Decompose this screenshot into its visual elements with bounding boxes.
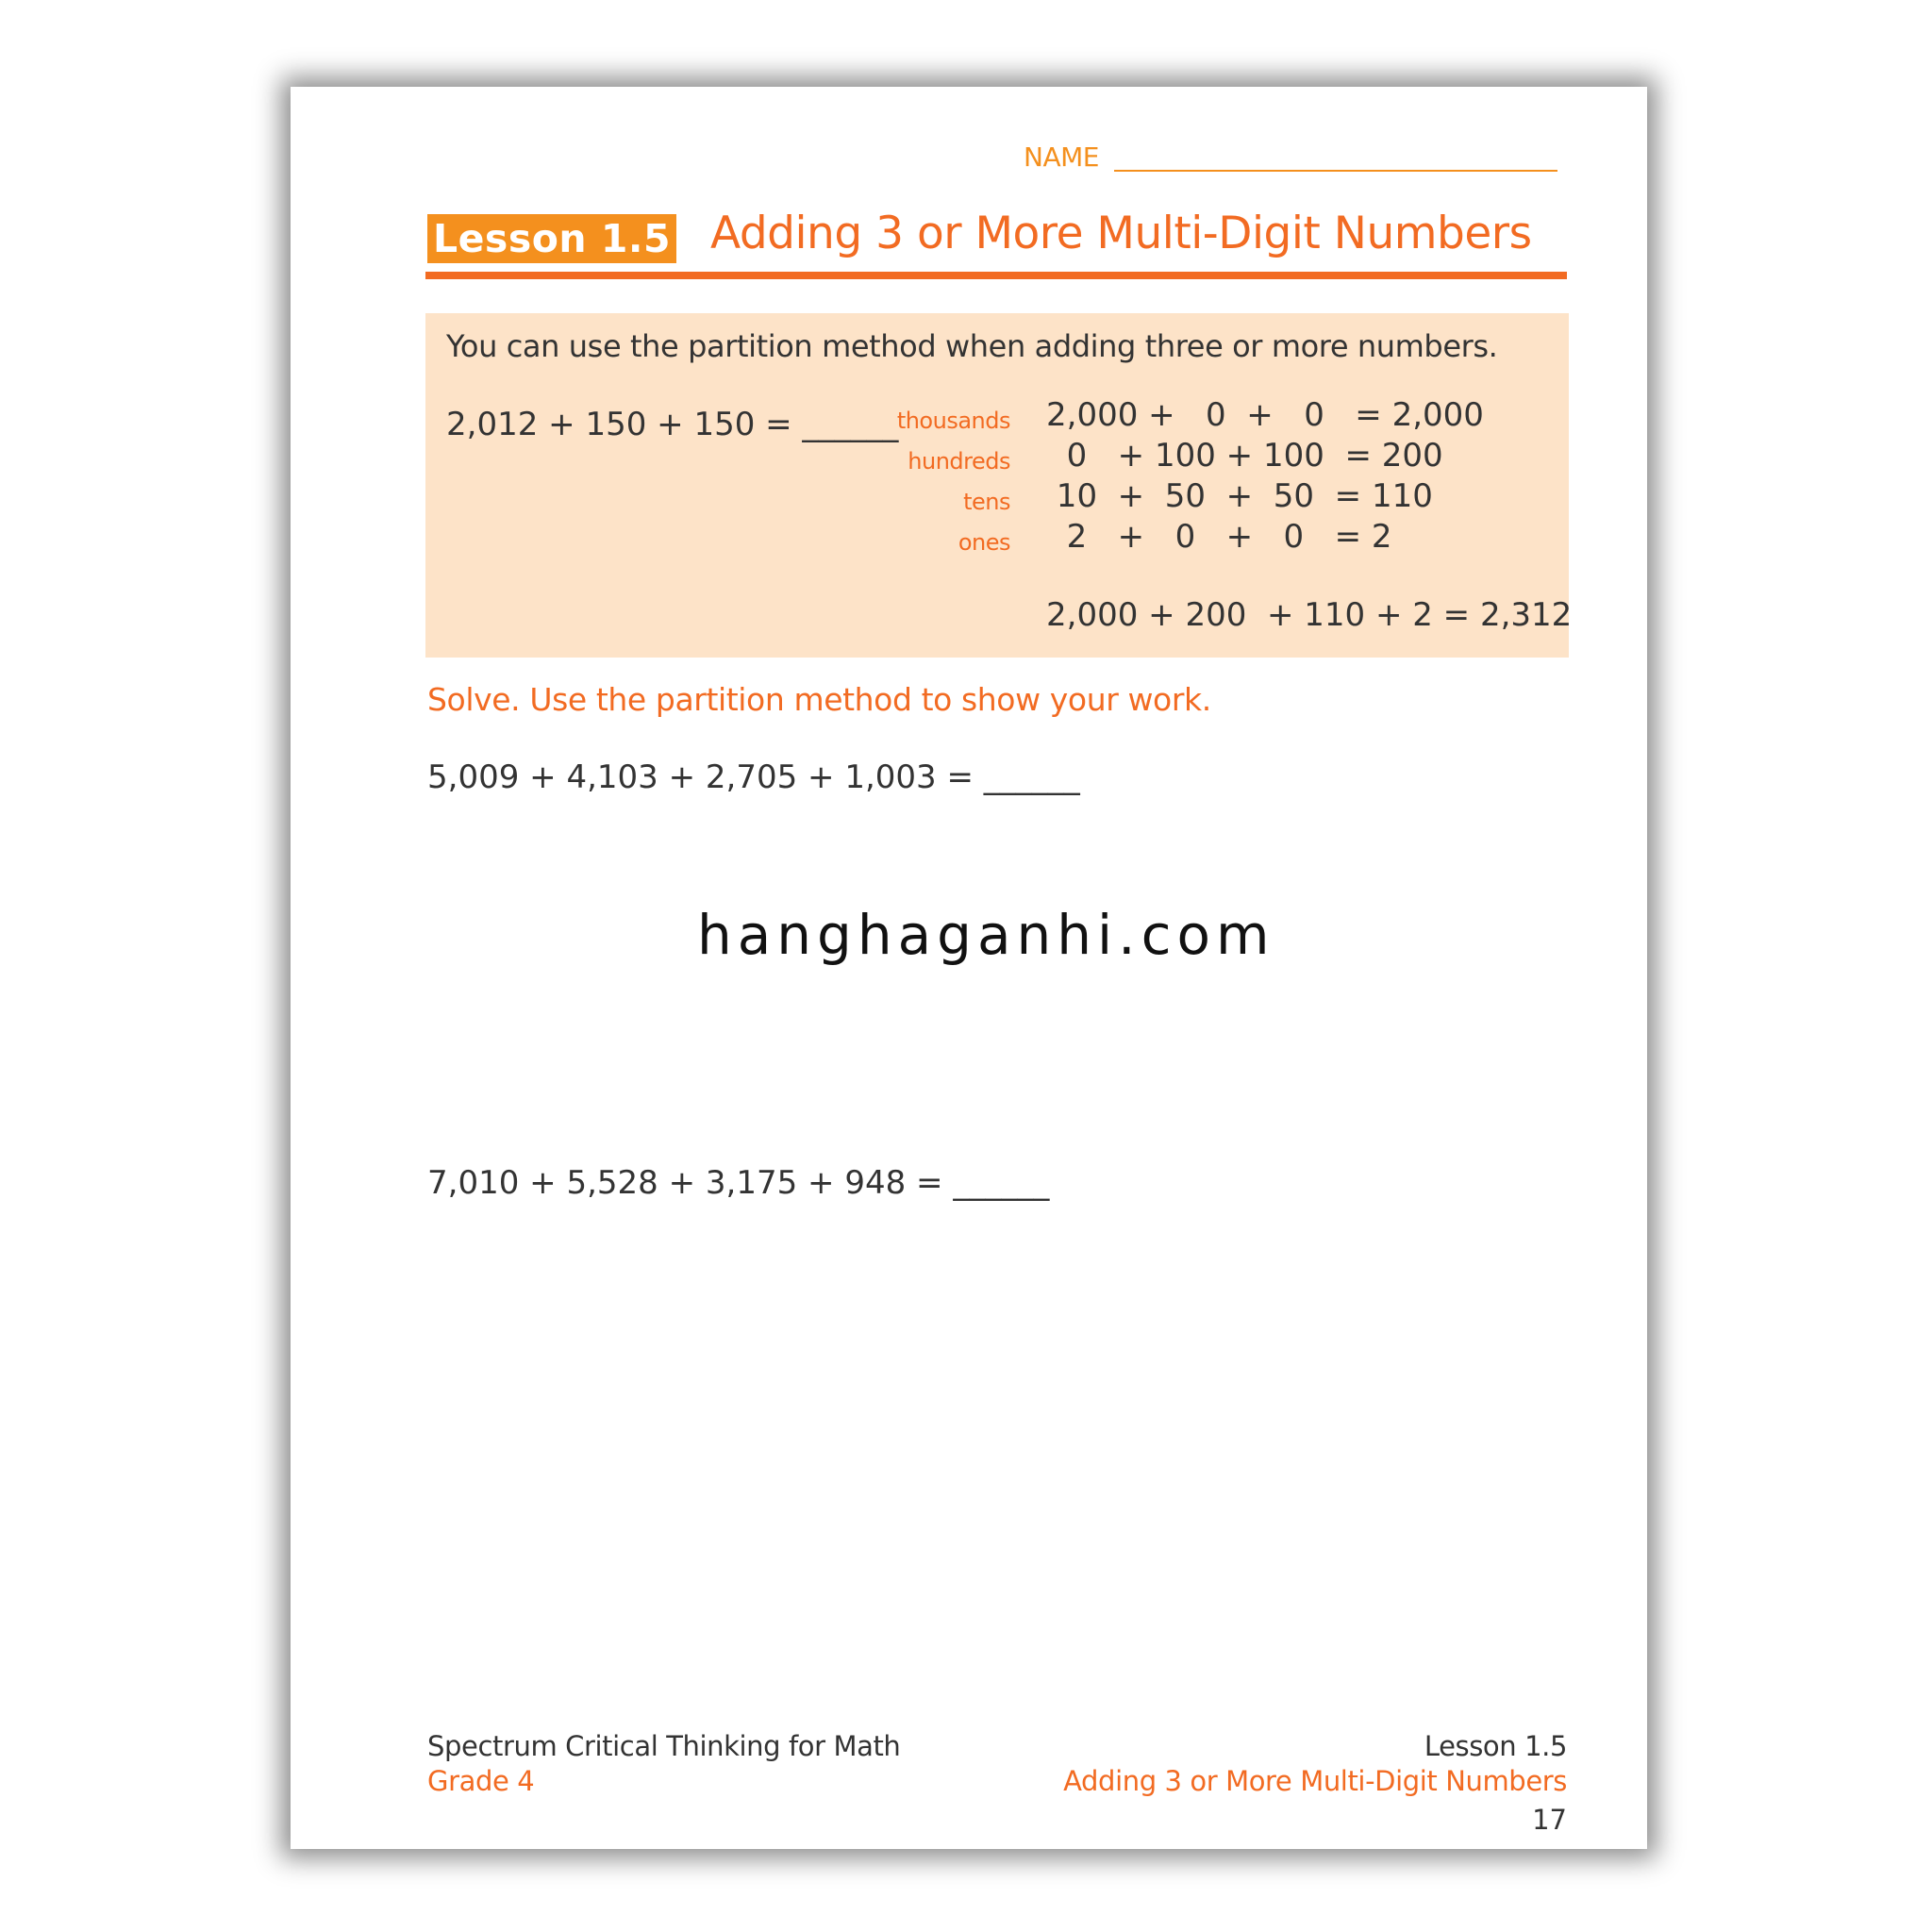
page-number: 17 [1532, 1804, 1567, 1836]
panel-total-equation: 2,000 + 200 + 110 + 2 = 2,312 [1046, 596, 1573, 634]
footer-grade: Grade 4 [427, 1765, 535, 1797]
footer-lesson-title: Adding 3 or More Multi-Digit Numbers [1063, 1765, 1567, 1797]
row-label-ones: ones [958, 529, 1010, 556]
watermark: hanghaganhi.com [697, 903, 1275, 967]
instructions: Solve. Use the partition method to show your work. [427, 681, 1211, 718]
row-equation-tens: 10 + 50 + 50 = 110 [1046, 477, 1433, 515]
example-panel [425, 313, 1573, 658]
lesson-title: Adding 3 or More Multi-Digit Numbers [710, 208, 1532, 259]
lesson-badge: Lesson 1.5 [427, 214, 676, 263]
title-divider [425, 272, 1567, 279]
example-problem: 2,012 + 150 + 150 = ______ [446, 406, 899, 443]
row-equation-hundreds: 0 + 100 + 100 = 200 [1046, 437, 1443, 475]
name-label: NAME [1024, 142, 1099, 173]
footer-lesson: Lesson 1.5 [1424, 1730, 1567, 1762]
panel-intro-text: You can use the partition method when adding three or more numbers. [446, 328, 1498, 364]
row-label-hundreds: hundreds [908, 448, 1010, 475]
worksheet-page [291, 87, 1647, 1849]
row-equation-ones: 2 + 0 + 0 = 2 [1046, 518, 1392, 556]
row-equation-thousands: 2,000 + 0 + 0 = 2,000 [1046, 396, 1484, 434]
problem-2: 7,010 + 5,528 + 3,175 + 948 = ______ [427, 1164, 1050, 1202]
row-label-tens: tens [963, 489, 1010, 515]
name-field-line[interactable] [1114, 170, 1557, 172]
footer-series-title: Spectrum Critical Thinking for Math [427, 1730, 901, 1762]
problem-1: 5,009 + 4,103 + 2,705 + 1,003 = ______ [427, 758, 1080, 796]
row-label-thousands: thousands [896, 408, 1010, 434]
